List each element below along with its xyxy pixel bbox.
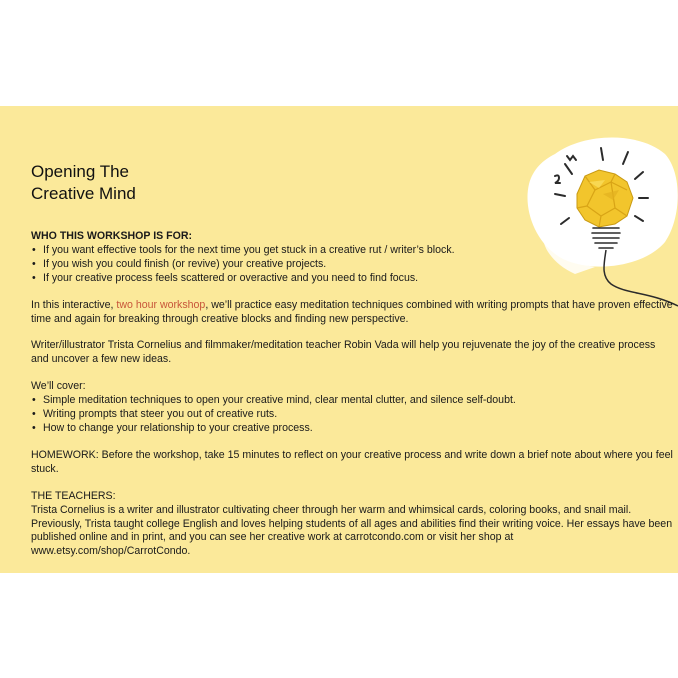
intro-text-after: , we’ll practice easy meditation techniques combined with writing prompts that have proven effective time and again for breaking through creative blocks and finding new perspective. [31, 298, 673, 325]
cover-list [31, 394, 675, 436]
who-list [31, 244, 675, 286]
list-item: • Writing prompts that steer you out of creative ruts. [31, 408, 675, 422]
teachers-bio: Trista Cornelius is a writer and illustrator cultivating cheer through her warm and whimsical cards, coloring books, and snail mail. Previously, Trista taught college English and loves helping students of all ages and abilities find their writing voice. Her essays have been published online and in print, and you can see her creative work at carrotcondo.com or visit her shop at www.etsy.com/shop/CarrotCondo. [31, 503, 673, 558]
intro-text-before: In this interactive, [31, 298, 117, 311]
page-title [31, 161, 136, 205]
list-item: • If you wish you could finish (or revive) your creative projects. [31, 258, 675, 272]
workshop-link[interactable]: two hour workshop [116, 298, 206, 311]
title-line-2: Creative Mind [31, 184, 136, 203]
workshop-card [0, 106, 678, 573]
cover-heading: We’ll cover: [31, 380, 86, 393]
homework-paragraph: HOMEWORK: Before the workshop, take 15 minutes to reflect on your creative process and write down a brief note about where you feel stuck. [31, 448, 673, 475]
list-item: • How to change your relationship to your creative process. [31, 422, 675, 436]
list-item: • If you want effective tools for the next time you get stuck in a creative rut / writer’s block. [31, 244, 675, 258]
workshop-description [31, 230, 675, 559]
intro-paragraph [31, 299, 675, 327]
who-heading: WHO THIS WORKSHOP IS FOR: [31, 230, 193, 242]
title-line-1: Opening The [31, 162, 129, 181]
teachers-intro-paragraph: Writer/illustrator Trista Cornelius and filmmaker/meditation teacher Robin Vada will help you rejuvenate the joy of the creative process and uncover a few new ideas. [31, 339, 656, 366]
list-item: • If your creative process feels scattered or overactive and you need to find focus. [31, 272, 675, 286]
teachers-heading: THE TEACHERS: [31, 489, 116, 502]
list-item: • Simple meditation techniques to open your creative mind, clear mental clutter, and silence self-doubt. [31, 394, 675, 408]
